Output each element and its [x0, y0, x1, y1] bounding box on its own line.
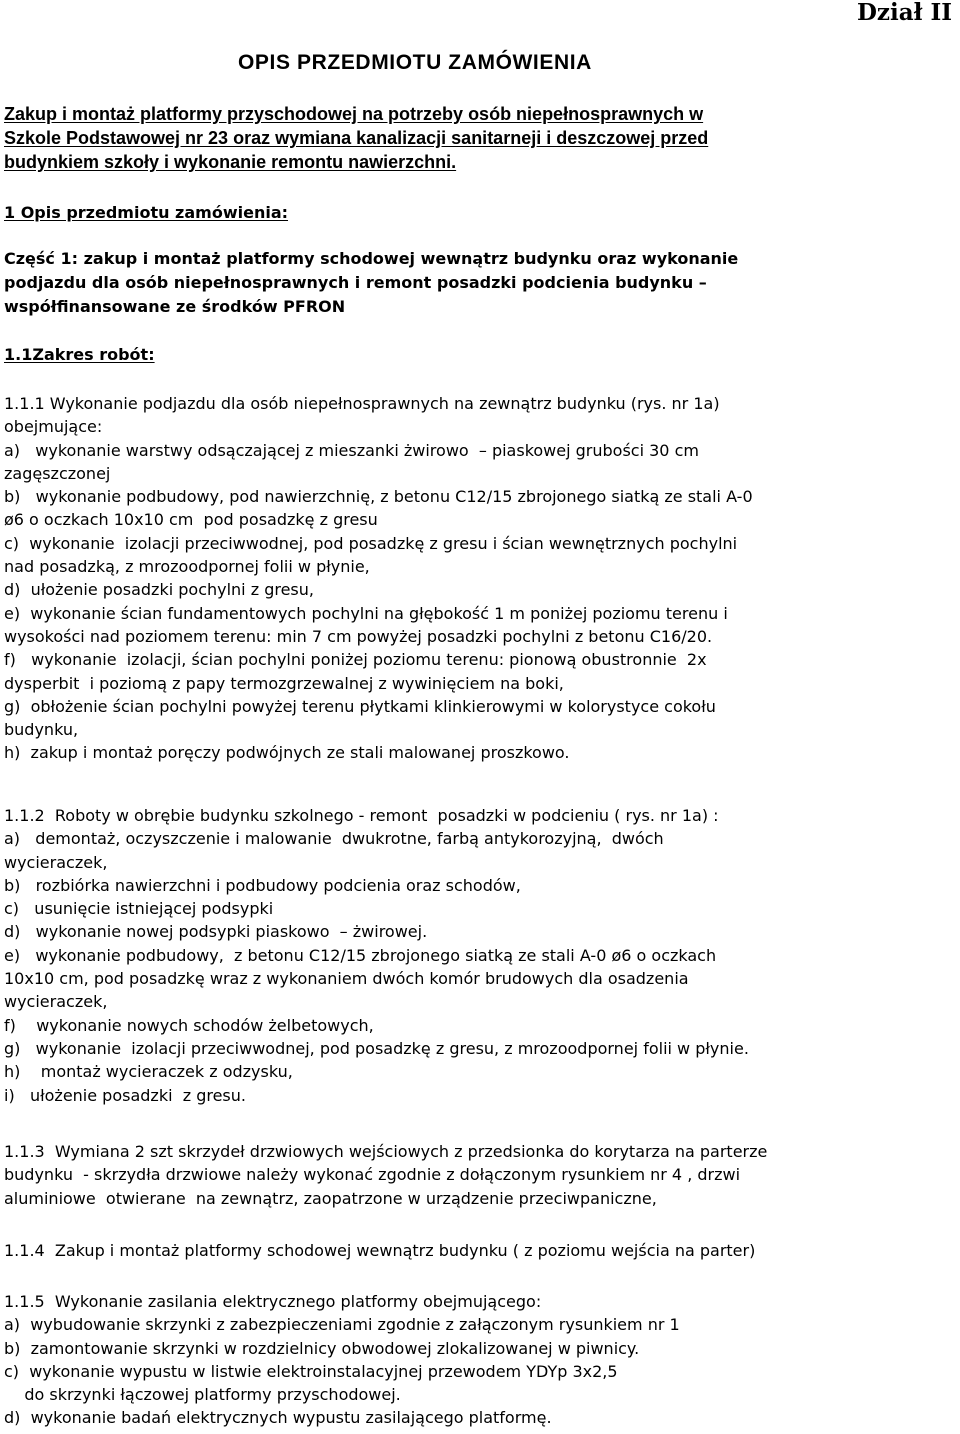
text-line: aluminiowe otwierane na zewnątrz, zaopatrzone w urządzenie przeciwpaniczne,	[4, 1188, 657, 1208]
text-line: 1.1.5 Wykonanie zasilania elektrycznego platformy obejmującego:	[4, 1292, 542, 1311]
intro-line: Zakup i montaż platformy przyschodowej na potrzeby osób niepełnosprawnych w	[4, 104, 704, 124]
text-line: wycieraczek,	[4, 992, 108, 1012]
text-line: a) demontaż, oczyszczenie i malowanie dwukrotne, farbą antykorozyjną, dwóch	[4, 829, 664, 849]
text-line: c) wykonanie wypustu w listwie elektroinstalacyjnej przewodem YDYp 3x2,5	[4, 1361, 618, 1381]
text-line: obejmujące:	[4, 417, 103, 437]
text-line: do skrzynki łączowej platformy przyschodowej.	[4, 1385, 401, 1405]
text-line: dysperbit i poziomą z papy termozgrzewalnej z wywinięciem na boki,	[4, 673, 564, 693]
part1-line: współfinansowane ze środków PFRON	[4, 297, 346, 316]
text-line: 1.1.2 Roboty w obrębie budynku szkolnego - remont posadzki w podcieniu ( rys. nr 1a) :	[4, 806, 719, 825]
scope-heading: 1.1Zakres robót:	[4, 345, 155, 364]
text-line: c) usunięcie istniejącej podsypki	[4, 899, 274, 919]
item-1-1-5	[4, 1290, 680, 1430]
text-line: d) ułożenie posadzki pochylni z gresu,	[4, 580, 314, 600]
text-line: c) wykonanie izolacji przeciwwodnej, pod posadzkę z gresu i ścian wewnętrznych pochylni	[4, 533, 738, 553]
text-line: i) ułożenie posadzki z gresu.	[4, 1085, 246, 1105]
intro-line: Szkole Podstawowej nr 23 oraz wymiana kanalizacji sanitarneji i deszczowej przed	[4, 128, 709, 148]
intro-paragraph	[4, 102, 956, 174]
item-1-1-1	[4, 392, 753, 765]
item-1-1-3	[4, 1140, 767, 1210]
text-line: ø6 o oczkach 10x10 cm pod posadzkę z gresu	[4, 510, 378, 530]
text-line: b) wykonanie podbudowy, pod nawierzchnię, z betonu C12/15 zbrojonego siatką ze stali A-0	[4, 487, 753, 507]
text-line: a) wykonanie warstwy odsączającej z mieszanki żwirowo – piaskowej grubości 30 cm	[4, 440, 699, 460]
text-line: budynku - skrzydła drzwiowe należy wykonać zgodnie z dołączonym rysunkiem nr 4 , drzwi	[4, 1165, 741, 1185]
text-line: d) wykonanie nowej podsypki piaskowo – żwirowej.	[4, 922, 428, 942]
text-line: a) wybudowanie skrzynki z zabezpieczeniami zgodnie z załączonym rysunkiem nr 1	[4, 1315, 680, 1335]
text-line: e) wykonanie podbudowy, z betonu C12/15 zbrojonego siatką ze stali A-0 ø6 o oczkach	[4, 945, 717, 965]
text-line: b) rozbiórka nawierzchni i podbudowy podcienia oraz schodów,	[4, 875, 521, 895]
text-line: g) obłożenie ścian pochylni powyżej terenu płytkami klinkierowymi w kolorystyce cokołu	[4, 696, 716, 716]
text-line: wycieraczek,	[4, 852, 108, 872]
section-heading: 1 Opis przedmiotu zamówienia:	[4, 203, 289, 222]
text-line: zagęszczonej	[4, 463, 111, 483]
part1-line: podjazdu dla osób niepełnosprawnych i remont posadzki podcienia budynku –	[4, 273, 707, 292]
text-line: 1.1.1 Wykonanie podjazdu dla osób niepełnosprawnych na zewnątrz budynku (rys. nr 1a)	[4, 394, 720, 413]
part1-line: Część 1: zakup i montaż platformy schodowej wewnątrz budynku oraz wykonanie	[4, 249, 739, 268]
intro-line: budynkiem szkoły i wykonanie remontu nawierzchni.	[4, 152, 457, 172]
text-line: b) zamontowanie skrzynki w rozdzielnicy obwodowej zlokalizowanej w piwnicy.	[4, 1338, 640, 1358]
text-line: nad posadzką, z mrozoodpornej folii w płynie,	[4, 557, 370, 577]
text-line: h) montaż wycieraczek z odzysku,	[4, 1062, 293, 1082]
text-line: e) wykonanie ścian fundamentowych pochylni na głębokość 1 m poniżej poziomu terenu i	[4, 603, 728, 623]
text-line: g) wykonanie izolacji przeciwwodnej, pod posadzkę z gresu, z mrozoodpornej folii w płynie.	[4, 1038, 749, 1058]
text-line: h) zakup i montaż poręczy podwójnych ze stali malowanej proszkowo.	[4, 743, 570, 763]
text-line: d) wykonanie badań elektrycznych wypustu zasilającego platformę.	[4, 1408, 552, 1428]
text-line: 1.1.4 Zakup i montaż platformy schodowej wewnątrz budynku ( z poziomu wejścia na parter)	[4, 1241, 756, 1260]
text-line: budynku,	[4, 720, 79, 740]
text-line: 10x10 cm, pod posadzkę wraz z wykonaniem dwóch komór brudowych dla osadzenia	[4, 969, 689, 989]
document-title: OPIS PRZEDMIOTU ZAMÓWIENIA	[238, 51, 592, 74]
text-line: wysokości nad poziomem terenu: min 7 cm powyżej posadzki pochylni z betonu C16/20.	[4, 626, 713, 646]
item-1-1-2	[4, 804, 749, 1107]
text-line: f) wykonanie izolacji, ścian pochylni poniżej poziomu terenu: pionową obustronnie 2x	[4, 650, 707, 670]
item-1-1-4	[4, 1239, 755, 1262]
text-line: f) wykonanie nowych schodów żelbetowych,	[4, 1015, 374, 1035]
section-label: Dział II	[856, 0, 952, 26]
text-line: 1.1.3 Wymiana 2 szt skrzydeł drzwiowych wejściowych z przedsionka do korytarza na parterze	[4, 1142, 768, 1161]
part1-paragraph	[4, 247, 738, 319]
